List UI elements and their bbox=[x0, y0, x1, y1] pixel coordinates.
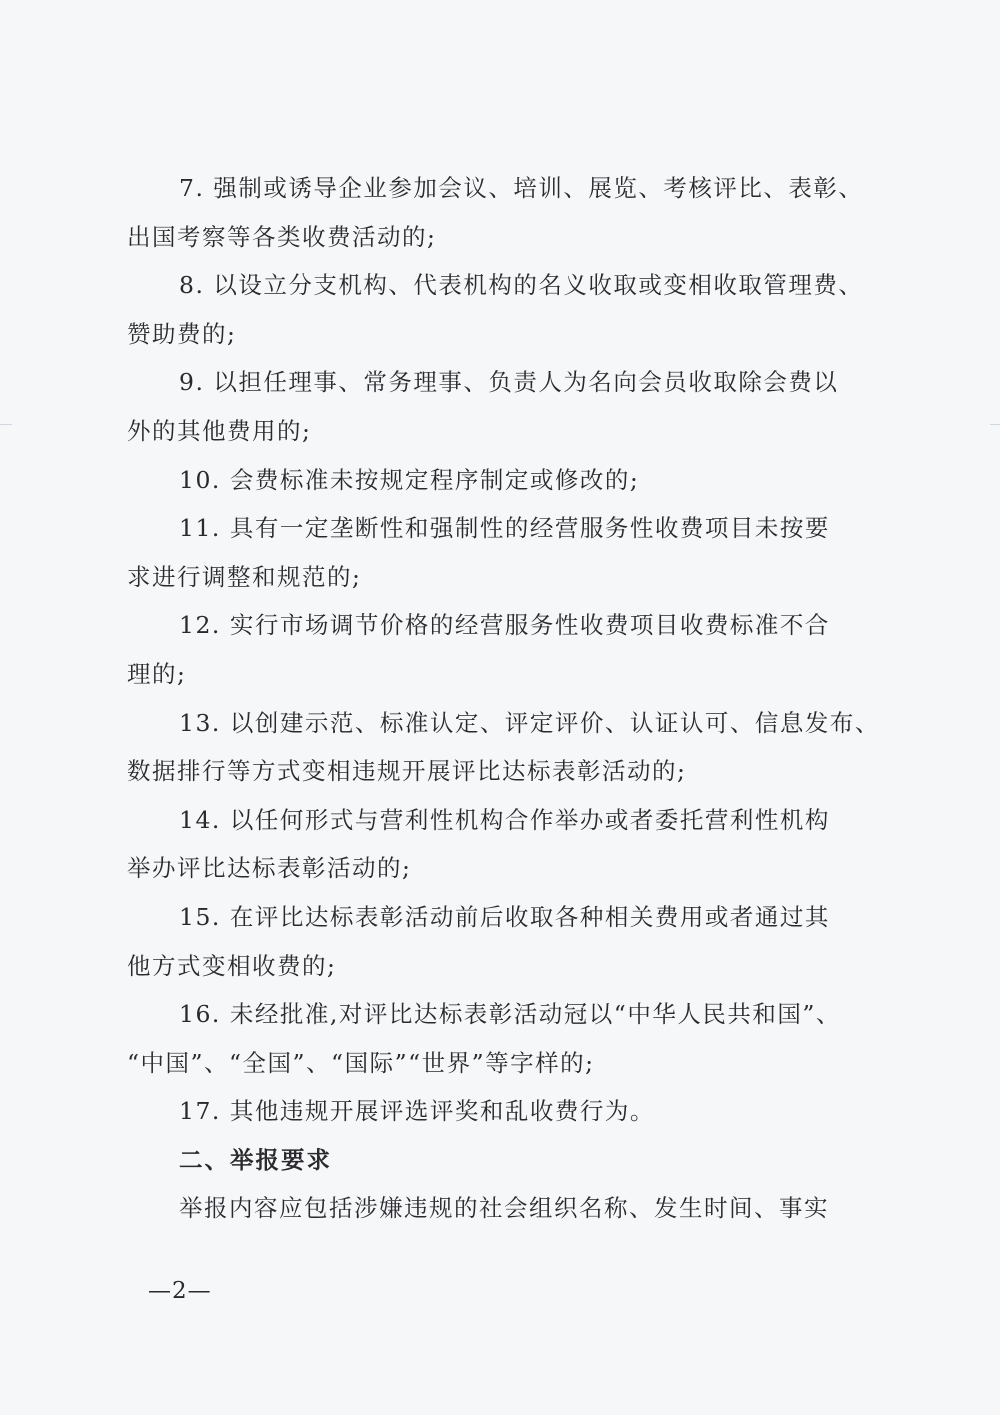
item-15-line-2: 他方式变相收费的; bbox=[127, 951, 337, 980]
item-17-line-1: 17. 其他违规开展评选评奖和乱收费行为。 bbox=[179, 1097, 655, 1126]
item-11-line-1: 11. 具有一定垄断性和强制性的经营服务性收费项目未按要 bbox=[179, 514, 830, 543]
item-14-line-2: 举办评比达标表彰活动的; bbox=[127, 854, 412, 883]
item-9-line-1: 9. 以担任理事、常务理事、负责人为名向会员收取除会费以 bbox=[179, 368, 839, 397]
item-8-line-1: 8. 以设立分支机构、代表机构的名义收取或变相收取管理费、 bbox=[179, 271, 864, 300]
left-edge-mark bbox=[0, 424, 12, 425]
item-9-line-2: 外的其他费用的; bbox=[127, 416, 312, 445]
paragraph-line-1: 举报内容应包括涉嫌违规的社会组织名称、发生时间、事实 bbox=[179, 1194, 829, 1223]
item-15-line-1: 15. 在评比达标表彰活动前后收取各种相关费用或者通过其 bbox=[179, 902, 830, 931]
item-16-line-1: 16. 未经批准,对评比达标表彰活动冠以“中华人民共和国”、 bbox=[179, 1000, 841, 1029]
item-16-line-2: “中国”、“全国”、“国际”“世界”等字样的; bbox=[127, 1048, 595, 1077]
right-edge-mark bbox=[990, 424, 1000, 425]
item-8-line-2: 赞助费的; bbox=[127, 319, 237, 348]
item-10-line-1: 10. 会费标准未按规定程序制定或修改的; bbox=[179, 465, 640, 494]
page-number: —2— bbox=[148, 1278, 212, 1304]
item-13-line-2: 数据排行等方式变相违规开展评比达标表彰活动的; bbox=[127, 757, 687, 786]
item-7-line-1: 7. 强制或诱导企业参加会议、培训、展览、考核评比、表彰、 bbox=[179, 174, 864, 202]
item-12-line-1: 12. 实行市场调节价格的经营服务性收费项目收费标准不合 bbox=[179, 611, 830, 640]
item-7-line-2: 出国考察等各类收费活动的; bbox=[127, 222, 437, 251]
item-14-line-1: 14. 以任何形式与营利性机构合作举办或者委托营利性机构 bbox=[179, 805, 830, 834]
item-12-line-2: 理的; bbox=[127, 659, 187, 688]
item-13-line-1: 13. 以创建示范、标准认定、评定评价、认证认可、信息发布、 bbox=[179, 708, 880, 737]
item-11-line-2: 求进行调整和规范的; bbox=[127, 562, 362, 591]
document-body bbox=[127, 164, 880, 1233]
section-heading: 二、举报要求 bbox=[179, 1145, 332, 1174]
